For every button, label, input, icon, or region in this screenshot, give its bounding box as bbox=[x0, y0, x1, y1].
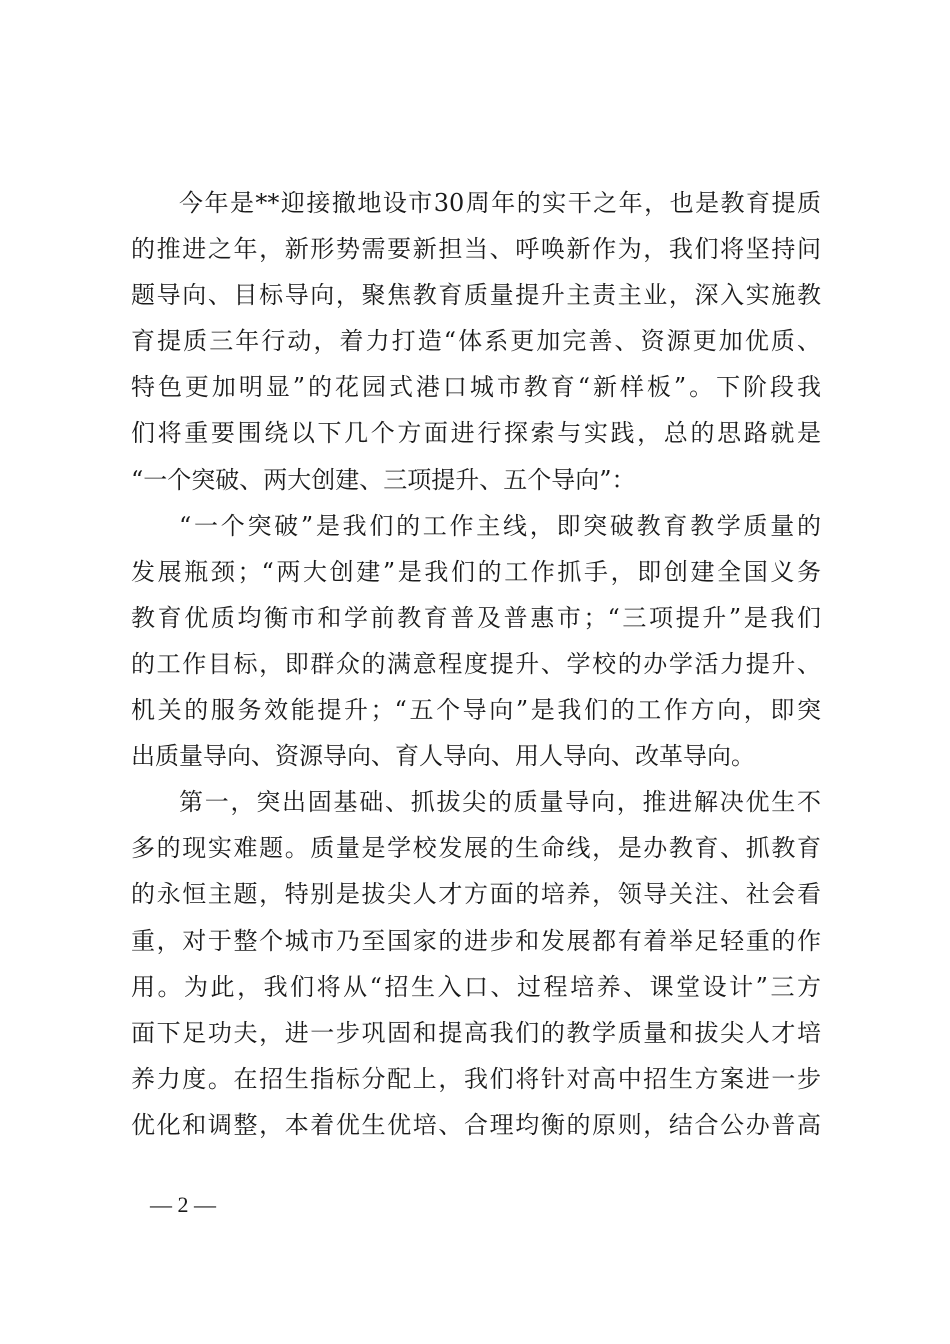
paragraph-2 bbox=[131, 503, 821, 780]
document-body bbox=[131, 180, 821, 1148]
text-line: 养力度。在招生指标分配上，我们将针对高中招生方案进一步 bbox=[131, 1064, 821, 1093]
text-line: 今年是**迎接撤地设市30周年的实干之年，也是教育提质 bbox=[179, 189, 821, 217]
text-line: 重，对于整个城市乃至国家的进步和发展都有着举足轻重的作 bbox=[131, 926, 821, 955]
text-line: 特色更加明显”的花园式港口城市教育“新样板”。下阶段我 bbox=[131, 373, 821, 402]
paragraph-3 bbox=[131, 779, 821, 1148]
text-line: 出质量导向、资源导向、育人导向、用人导向、改革导向。 bbox=[131, 742, 755, 771]
text-line: 的推进之年，新形势需要新担当、呼唤新作为，我们将坚持问 bbox=[131, 235, 821, 264]
text-line: “一个突破、两大创建、三项提升、五个导向”： bbox=[131, 465, 636, 494]
text-line: 用。为此，我们将从“招生入口、过程培养、课堂设计”三方 bbox=[131, 972, 821, 1001]
text-line: 机关的服务效能提升；“五个导向”是我们的工作方向，即突 bbox=[131, 696, 821, 725]
text-line: “一个突破”是我们的工作主线，即突破教育教学质量的 bbox=[179, 511, 821, 540]
text-line: 多的现实难题。质量是学校发展的生命线，是办教育、抓教育 bbox=[131, 834, 821, 863]
text-line: 面下足功夫，进一步巩固和提高我们的教学质量和拔尖人才培 bbox=[131, 1018, 821, 1047]
text-line: 育提质三年行动，着力打造“体系更加完善、资源更加优质、 bbox=[131, 327, 821, 356]
paragraph-1 bbox=[131, 180, 821, 503]
text-line: 优化和调整，本着优生优培、合理均衡的原则，结合公办普高 bbox=[131, 1110, 821, 1139]
page-number: — 2 — bbox=[150, 1192, 216, 1217]
text-line: 第一，突出固基础、抓拔尖的质量导向，推进解决优生不 bbox=[179, 788, 821, 817]
text-line: 题导向、目标导向，聚焦教育质量提升主责主业，深入实施教 bbox=[131, 281, 821, 310]
text-line: 发展瓶颈；“两大创建”是我们的工作抓手，即创建全国义务 bbox=[131, 557, 821, 586]
text-line: 们将重要围绕以下几个方面进行探索与实践，总的思路就是 bbox=[131, 419, 821, 448]
text-line: 的工作目标，即群众的满意程度提升、学校的办学活力提升、 bbox=[131, 649, 821, 678]
text-line: 的永恒主题，特别是拔尖人才方面的培养，领导关注、社会看 bbox=[131, 880, 821, 909]
text-line: 教育优质均衡市和学前教育普及普惠市；“三项提升”是我们 bbox=[131, 603, 821, 632]
